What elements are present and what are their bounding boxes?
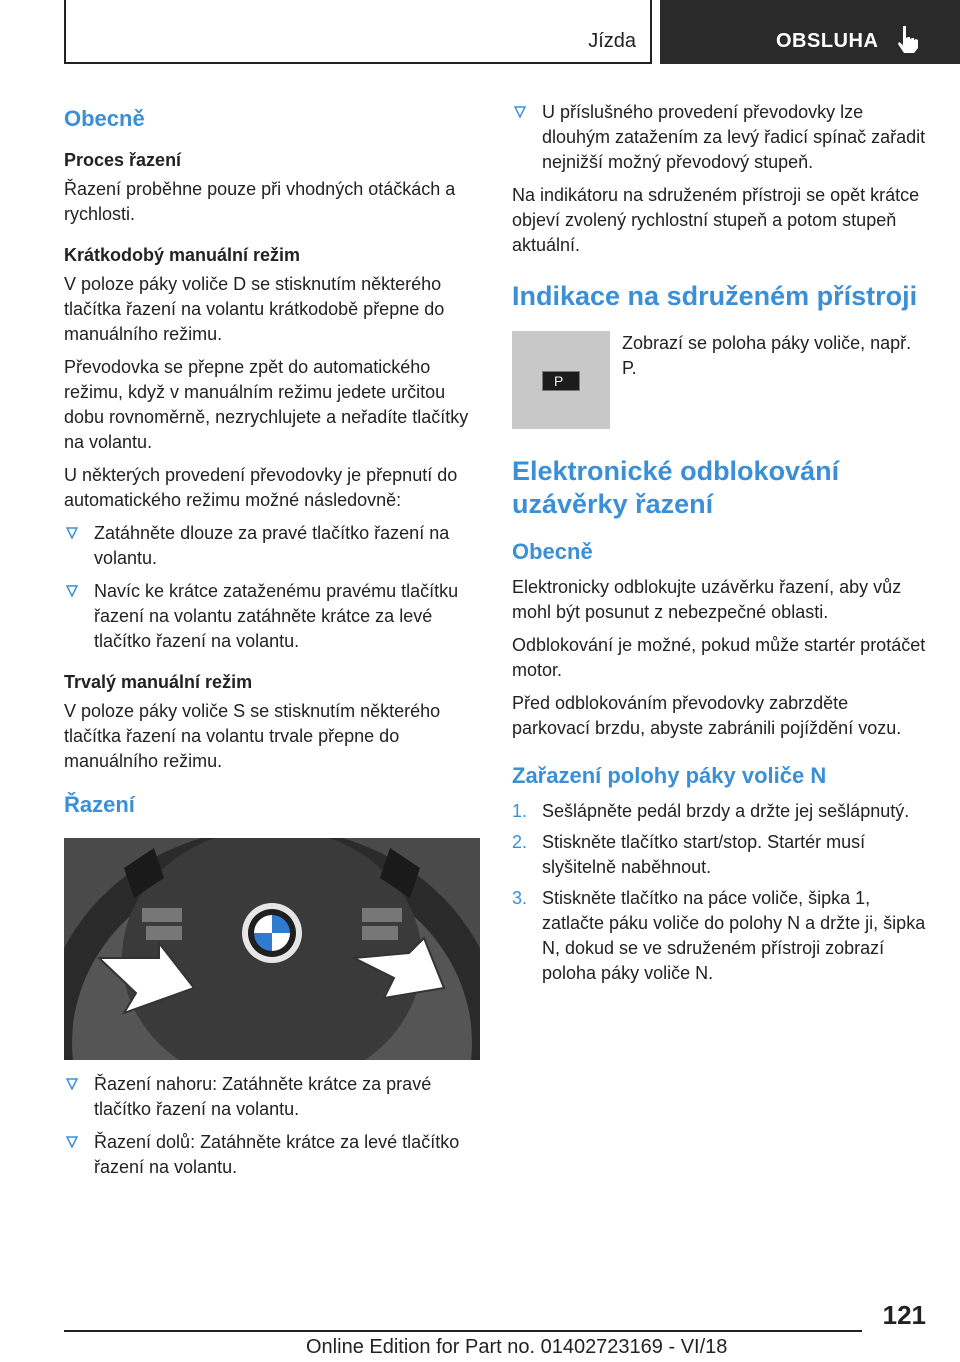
list-item bbox=[512, 100, 930, 175]
step-item bbox=[512, 799, 930, 824]
step-number: 1. bbox=[512, 801, 528, 821]
heading-razeni: Řazení bbox=[64, 792, 135, 817]
list-item bbox=[64, 521, 482, 571]
page-number: 121 bbox=[882, 1300, 926, 1330]
subheading-proces-razeni: Proces řazení bbox=[64, 150, 182, 170]
paragraph: V poloze páky voliče S se stisknutím některého tlačítka řazení na volantu trvale přepne do manuálního režimu. bbox=[64, 701, 441, 771]
cluster-indicator-image bbox=[512, 331, 610, 429]
paragraph: U některých provedení převodovky je přepnutí do automatického režimu možné následovně: bbox=[64, 465, 458, 510]
triangle-bullet-icon bbox=[66, 527, 78, 539]
bullet-list bbox=[64, 521, 482, 654]
header-chapter-tab bbox=[660, 0, 960, 64]
header-section-title: Jízda bbox=[588, 30, 636, 52]
heading-elektronicke-odblokovani: Elektronické odblokování uzávěrky řazení bbox=[512, 456, 840, 519]
steering-wheel-image bbox=[64, 838, 480, 1060]
list-item bbox=[64, 1072, 482, 1122]
indicator-description: Zobrazí se poloha páky voliče, např. P. bbox=[622, 333, 912, 378]
paragraph: Řazení proběhne pouze při vhodných otáčkách a rychlosti. bbox=[64, 179, 456, 224]
subheading-trvaly: Trvalý manuální režim bbox=[64, 672, 253, 692]
heading-obecne-2: Obecně bbox=[512, 539, 593, 564]
left-column bbox=[64, 100, 482, 1188]
bullet-list bbox=[64, 1072, 482, 1180]
list-item bbox=[64, 1130, 482, 1180]
right-column bbox=[512, 100, 930, 992]
paragraph: Převodovka se přepne zpět do automatického režimu, když v manuálním režimu jedete určitou dobu rovnoměrně, nezrychlujete a neřadíte tlačítky na volantu. bbox=[64, 357, 469, 452]
list-item-text: Zatáhněte dlouze za pravé tlačítko řazení na volantu. bbox=[94, 523, 450, 568]
list-item-text: Navíc ke krátce zataženému pravému tlačítku řazení na volantu zatáhněte krátce za levé tlačítko řazení na volantu. bbox=[94, 581, 459, 651]
step-number: 3. bbox=[512, 888, 528, 908]
list-item bbox=[64, 579, 482, 654]
footer-divider bbox=[64, 1330, 862, 1332]
triangle-bullet-icon bbox=[66, 585, 78, 597]
heading-zarazeni-n: Zařazení polohy páky voliče N bbox=[512, 763, 827, 788]
header-section-box bbox=[64, 0, 652, 64]
list-item-text: Řazení nahoru: Zatáhněte krátce za pravé tlačítko řazení na volantu. bbox=[94, 1074, 432, 1119]
step-number: 2. bbox=[512, 832, 528, 852]
paragraph: Před odblokováním převodovky zabrzděte parkovací brzdu, abyste zabránili pojíždění vozu. bbox=[512, 693, 902, 738]
triangle-bullet-icon bbox=[66, 1078, 78, 1090]
footer-edition: Online Edition for Part no. 01402723169 - VI/18 bbox=[306, 1336, 728, 1358]
paragraph: V poloze páky voliče D se stisknutím některého tlačítka řazení na volantu krátkodobě přepne do manuálního režimu. bbox=[64, 274, 445, 344]
hand-pointer-icon bbox=[894, 24, 922, 54]
gear-display-value: P bbox=[554, 373, 564, 389]
paragraph: Na indikátoru na sdruženém přístroji se opět krátce objeví zvolený rychlostní stupeň a potom stupeň aktuální. bbox=[512, 185, 920, 255]
step-item bbox=[512, 830, 930, 880]
heading-obecne: Obecně bbox=[64, 106, 145, 131]
step-text: Sešlápněte pedál brzdy a držte jej sešlápnutý. bbox=[542, 801, 910, 821]
gear-display bbox=[542, 371, 580, 391]
step-text: Stiskněte tlačítko na páce voliče, šipka 1, zatlačte páku voliče do polohy N a držte ji, šipka N, dokud se ve sdruženém přístroji zobrazí poloha páky voliče N. bbox=[542, 888, 926, 983]
list-item-text: Řazení dolů: Zatáhněte krátce za levé tlačítko řazení na volantu. bbox=[94, 1132, 460, 1177]
paragraph: Odblokování je možné, pokud může startér protáčet motor. bbox=[512, 635, 926, 680]
section-trvaly bbox=[64, 672, 482, 774]
subheading-kratkodoby: Krátkodobý manuální režim bbox=[64, 245, 301, 265]
step-text: Stiskněte tlačítko start/stop. Startér musí slyšitelně naběhnout. bbox=[542, 832, 866, 877]
header-chapter-title: OBSLUHA bbox=[776, 30, 879, 52]
section-proces-razeni bbox=[64, 150, 482, 227]
indicator-row bbox=[512, 331, 930, 429]
paragraph: Elektronicky odblokujte uzávěrku řazení, aby vůz mohl být posunut z nebezpečné oblasti. bbox=[512, 577, 902, 622]
heading-indikace: Indikace na sdruženém přístroji bbox=[512, 281, 918, 311]
triangle-bullet-icon bbox=[514, 106, 526, 118]
list-item-text: U příslušného provedení převodovky lze dlouhým zatažením za levý řadicí spínač zařadit nejnižší možný převodový stupeň. bbox=[542, 102, 926, 172]
triangle-bullet-icon bbox=[66, 1136, 78, 1148]
numbered-steps bbox=[512, 799, 930, 986]
step-item bbox=[512, 886, 930, 986]
bullet-list bbox=[512, 100, 930, 175]
section-kratkodoby bbox=[64, 245, 482, 654]
